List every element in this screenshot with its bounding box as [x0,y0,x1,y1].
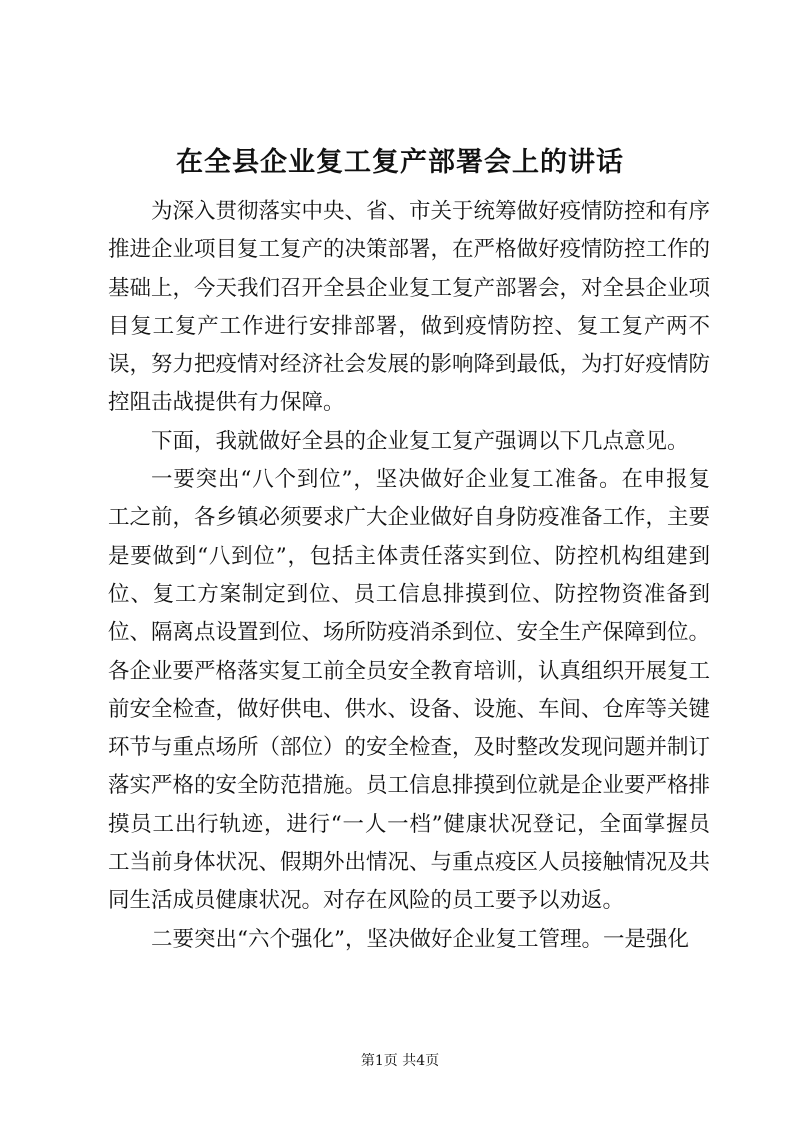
paragraph-intro: 为深入贯彻落实中央、省、市关于统筹做好疫情防控和有序推进企业项目复工复产的决策部署，在严格做好疫情防控工作的基础上，今天我们召开全县企业复工复产部署会，对全县企业项目复工复产工作进行安排部署，做到疫情防控、复工复产两不误，努力把疫情对经济社会发展的影响降到最低，为打好疫情防控阻击战提供有力保障。 [108,199,711,416]
page-footer: 第1页 共4页 [360,1053,440,1069]
document-body [108,193,710,959]
paragraph-point-two: 二要突出“六个强化”，坚决做好企业复工管理。一是强化 [151,926,689,952]
document-title: 在全县企业复工复产部署会上的讲话 [176,147,624,178]
paragraph-transition: 下面，我就做好全县的企业复工复产强调以下几点意见。 [151,428,689,454]
paragraph-point-one: 一要突出“八个到位”，坚决做好企业复工准备。在申报复工之前，各乡镇必须要求广大企业做好自身防疫准备工作，主要是要做到“八到位”，包括主体责任落实到位、防控机构组建到位、复工方案制定到位、员工信息排摸到位、防控物资准备到位、隔离点设置到位、场所防疫消杀到位、安全生产保障到位。各企业要严格落实复工前全员安全教育培训，认真组织开展复工前安全检查，做好供电、供水、设备、设施、车间、仓库等关键环节与重点场所（部位）的安全检查，及时整改发现问题并制订落实严格的安全防范措施。员工信息排摸到位就是企业要严格排摸员工出行轨迹，进行“一人一档”健康状况登记，全面掌握员工当前身体状况、假期外出情况、与重点疫区人员接触情况及共同生活成员健康状况。对存在风险的员工要予以劝返。 [108,467,711,914]
